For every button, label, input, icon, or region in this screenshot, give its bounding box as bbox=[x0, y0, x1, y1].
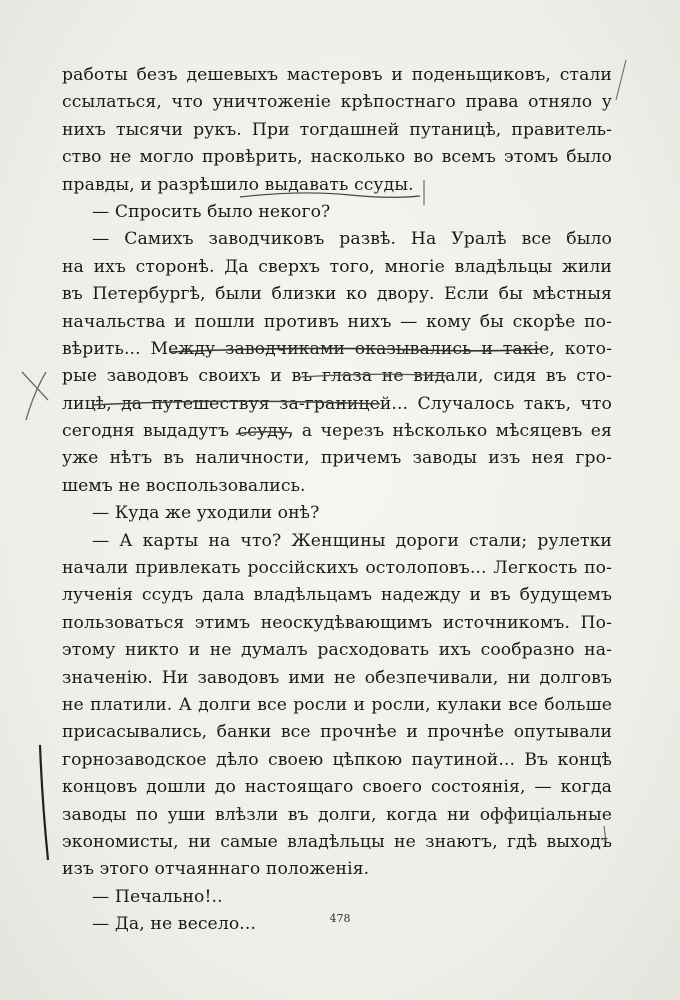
text-line: ссылаться, что уничтоженіе крѣпостнаго права отняло у bbox=[62, 92, 612, 113]
text-line: — Самихъ заводчиковъ развѣ. На Уралѣ все было bbox=[92, 229, 612, 250]
text-line: ство не могло провѣрить, насколько во всемъ этомъ было bbox=[62, 147, 612, 168]
text-line: экономисты, ни самые владѣльцы не знаютъ, гдѣ выходъ bbox=[62, 831, 612, 852]
text-line: лученія ссудъ дала владѣльцамъ надежду и въ будущемъ bbox=[62, 585, 612, 606]
text-line: заводы по уши влѣзли въ долги, когда ни оффиціальные bbox=[62, 804, 612, 825]
text-line: — Да, не весело... bbox=[92, 914, 256, 935]
text-line: не платили. А долги все росли и росли, кулаки все больше bbox=[62, 694, 612, 715]
text-line: — Куда же уходили онѣ? bbox=[92, 503, 320, 524]
text-line: присасывались, банки все прочнѣе и прочнѣе опутывали bbox=[62, 722, 612, 743]
text-line: начальства и пошли противъ нихъ — кому бы скорѣе по- bbox=[62, 311, 612, 332]
text-line: пользоваться этимъ неоскудѣвающимъ источникомъ. По- bbox=[62, 612, 612, 633]
page-number: 478 bbox=[329, 912, 351, 925]
text-line: концовъ дошли до настоящаго своего состоянія, — когда bbox=[62, 777, 612, 798]
margin-line-mark bbox=[40, 745, 48, 860]
text-line: значенію. Ни заводовъ ими не обезпечивали, ни долговъ bbox=[62, 667, 612, 688]
text-line: — Спросить было некого? bbox=[92, 201, 331, 222]
margin-cross-mark bbox=[22, 372, 48, 420]
text-line: этому никто и не думалъ расходовать ихъ сообразно на- bbox=[62, 640, 612, 661]
text-line: начали привлекать россійскихъ остолоповъ... Легкость по- bbox=[62, 558, 612, 579]
text-line: сегодня выдадутъ ссуду, а черезъ нѣсколько мѣсяцевъ ея bbox=[62, 421, 612, 442]
text-line: правды, и разрѣшило выдавать ссуды. bbox=[62, 174, 414, 195]
text-line: на ихъ сторонѣ. Да сверхъ того, многіе владѣльцы жили bbox=[62, 256, 612, 277]
text-line: шемъ не воспользовались. bbox=[62, 475, 306, 496]
text-line: вѣрить... Между заводчиками оказывались и такіе, кото- bbox=[62, 338, 612, 359]
text-line: изъ этого отчаяннаго положенія. bbox=[62, 859, 370, 880]
text-line: — Печально!.. bbox=[92, 886, 223, 907]
text-line: работы безъ дешевыхъ мастеровъ и поденьщиковъ, стали bbox=[62, 65, 612, 85]
page-body-text bbox=[62, 62, 612, 939]
text-line: лицѣ, да путешествуя за-границей... Случалось такъ, что bbox=[62, 393, 612, 414]
margin-line-mark bbox=[616, 60, 626, 100]
text-line: — А карты на что? Женщины дороги стали; рулетки bbox=[92, 530, 612, 551]
text-line: въ Петербургѣ, были близки ко двору. Если бы мѣстныя bbox=[62, 284, 612, 305]
text-line: уже нѣтъ въ наличности, причемъ заводы изъ нея гро- bbox=[62, 448, 612, 469]
text-line: нихъ тысячи рукъ. При тогдашней путаницѣ, правитель- bbox=[62, 119, 612, 140]
text-line: горнозаводское дѣло своею цѣпкою паутиной... Въ концѣ bbox=[62, 749, 612, 770]
text-line: рые заводовъ своихъ и въ глаза не видали, сидя въ сто- bbox=[62, 366, 612, 387]
